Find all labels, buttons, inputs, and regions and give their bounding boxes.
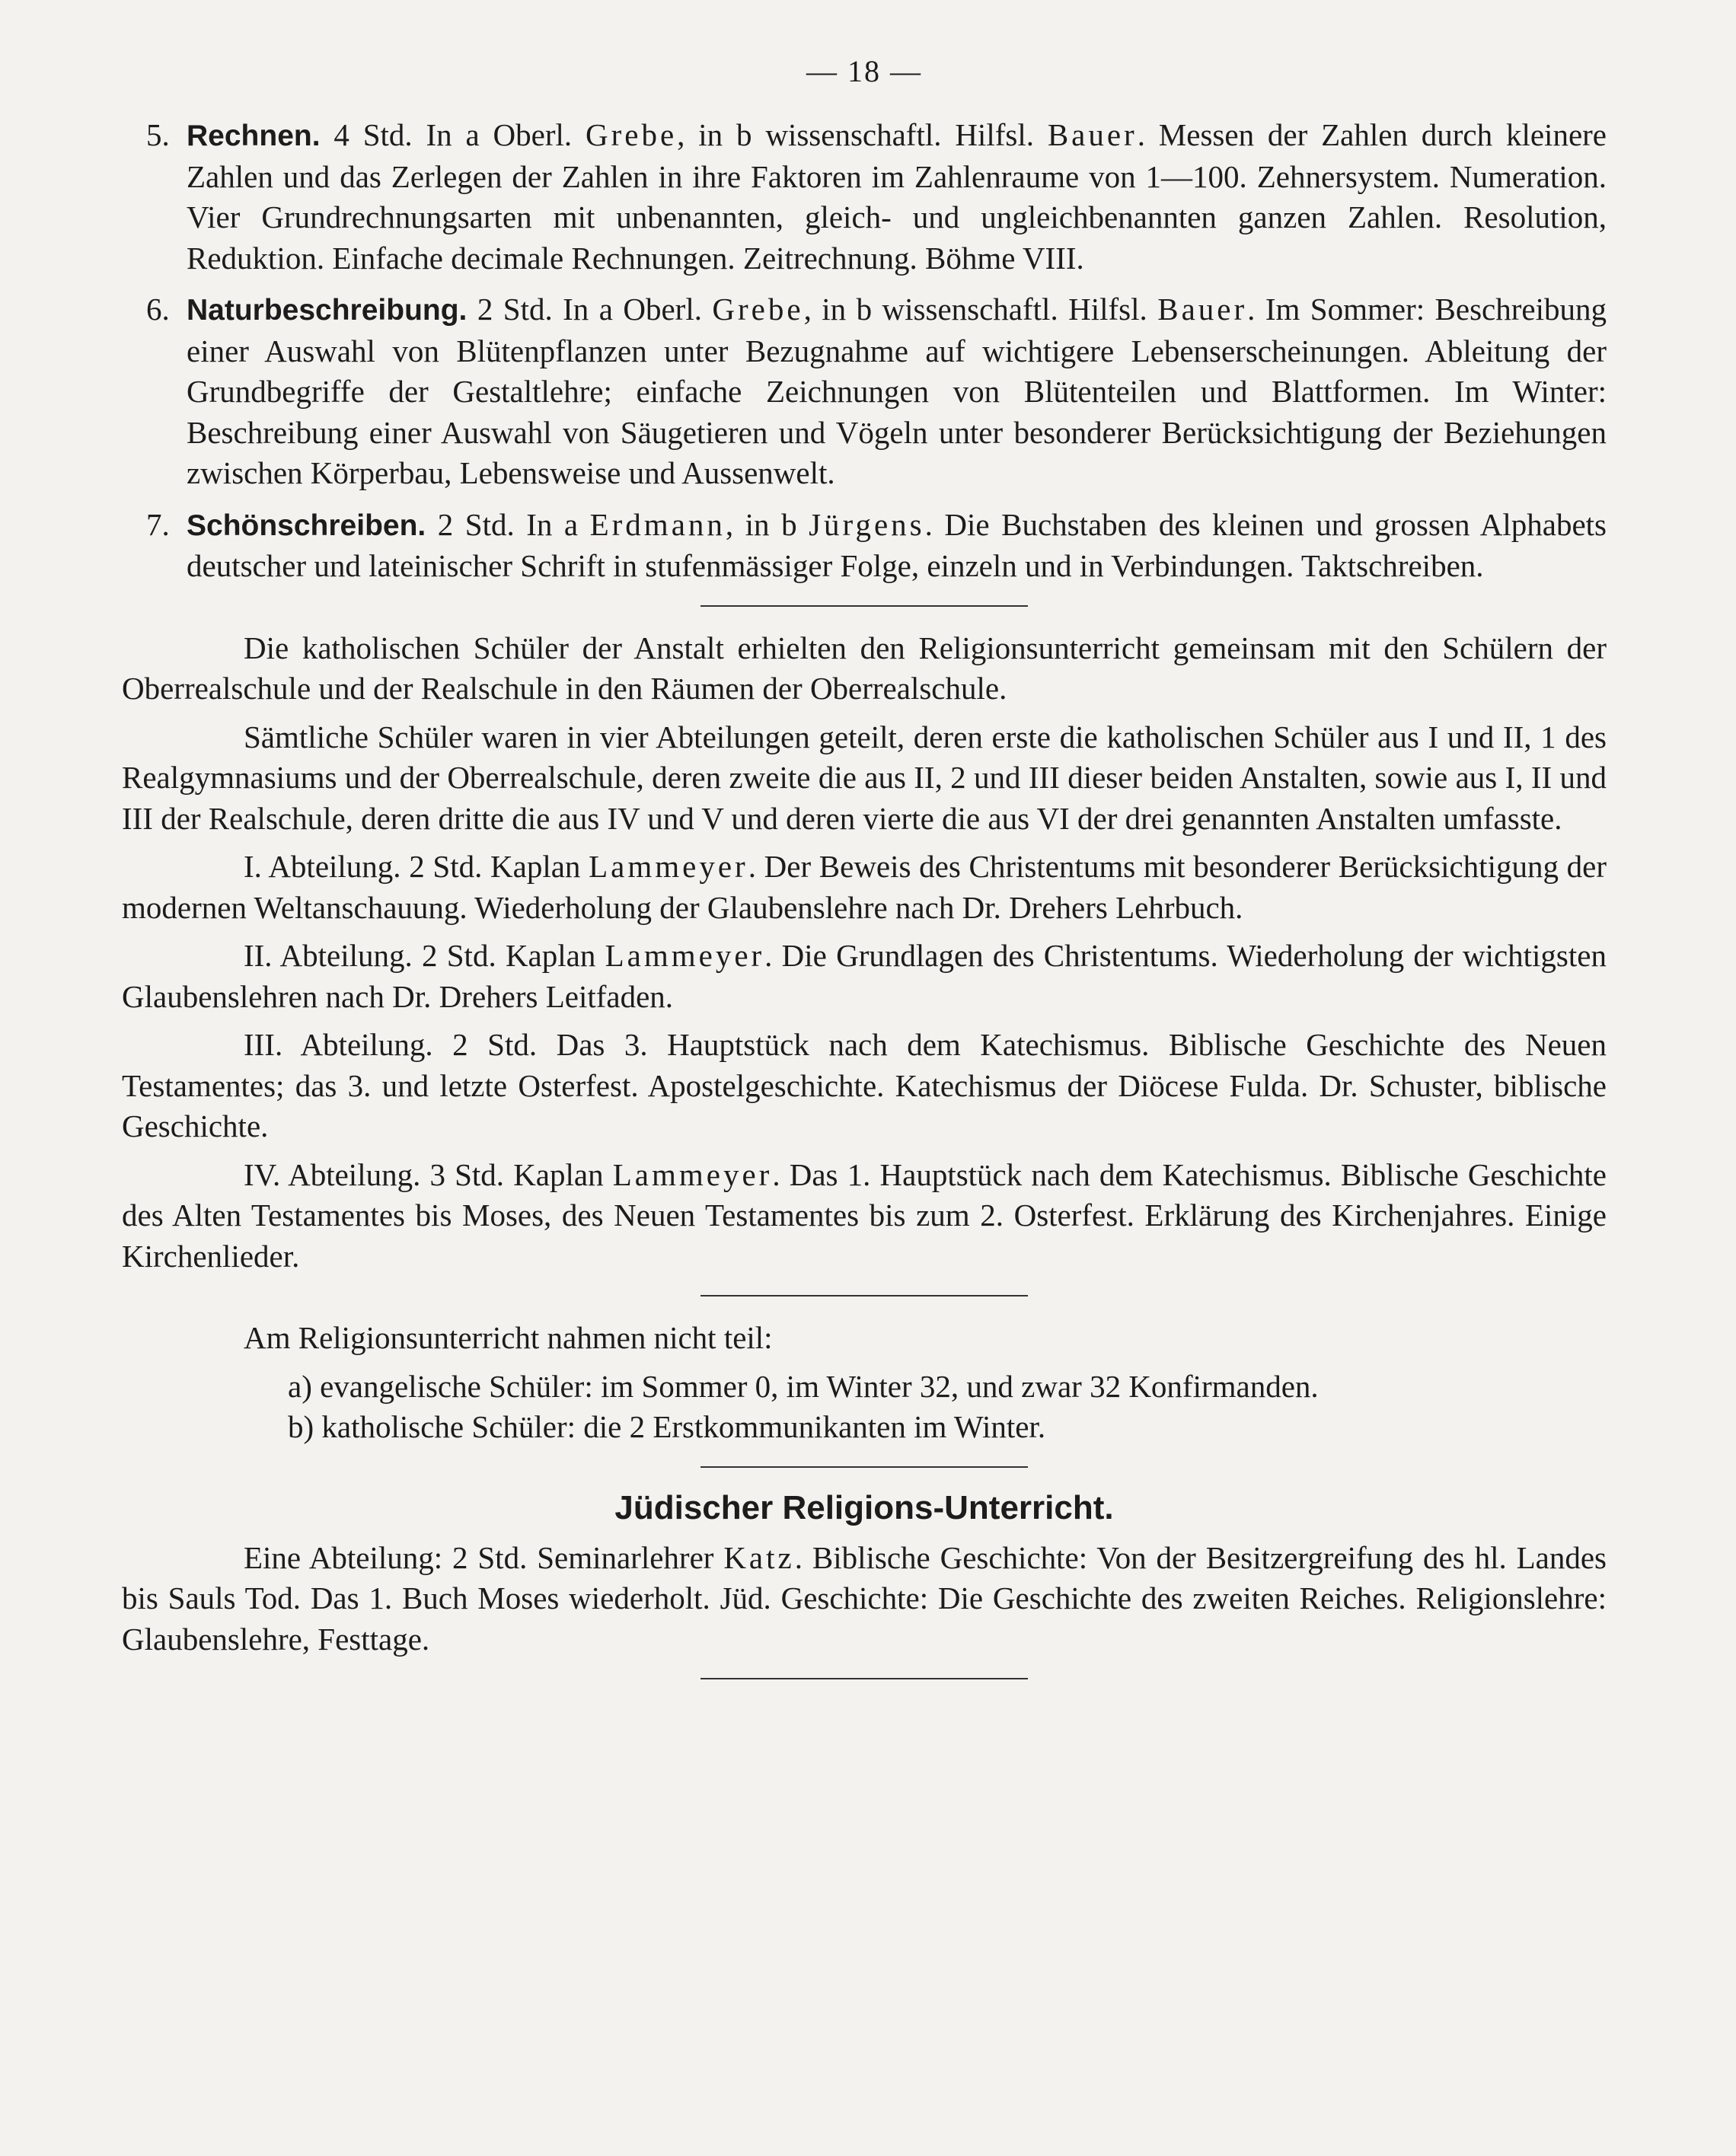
- text-run: . Messen der Zahlen durch kleinere Zahlen und das Zerlegen der Zahlen in ihre Faktoren im Zahlenraume von 1—100. Zehnersystem. Numeration. Vier Grundrechnungsarten mit unbenannten, gleich- und ungleichbenannten ganzen Zahlen. Resolution, Reduktion. Einfache decimale Rechnungen. Zeitrechnung. Böhme VIII.: [187, 117, 1607, 276]
- subject-title: Schönschreiben.: [187, 509, 426, 542]
- item-text: [187, 117, 1607, 276]
- exemption-section: [122, 1318, 1607, 1448]
- text-run: III. Abteilung. 2 Std. Das 3. Hauptstück nach dem Katechismus. Biblische Geschichte des Neuen Testamentes; das 3. und letzte Osterfest. Apostelgeschichte. Katechismus der Diöcese Fulda. Dr. Schuster, biblische Geschichte.: [122, 1027, 1607, 1143]
- paragraph: [122, 1538, 1607, 1660]
- paragraph: [122, 717, 1607, 840]
- text-run: I. Abteilung. 2 Std. Kaplan: [244, 849, 589, 884]
- paragraph-abteilung-1: [122, 847, 1607, 928]
- item-number: 6.: [146, 292, 170, 327]
- text-run: 4 Std. In a Oberl.: [320, 117, 586, 152]
- section-divider: [700, 1466, 1028, 1468]
- text-run: . Im Sommer: Beschreibung einer Auswahl von Blütenpflanzen unter Bezugnahme auf wichtigere Lebenserscheinungen. Ableitung der Grundbegriffe der Gestaltlehre; einfache Zeichnungen von Blütenteilen und Blattformen. Im Winter: Beschreibung einer Auswahl von Säugetieren und Vögeln unter besonderer Berücksichtigung der Beziehungen zwischen Körperbau, Lebensweise und Aussenwelt.: [187, 292, 1607, 490]
- list-item: b) katholische Schüler: die 2 Erstkommunikanten im Winter.: [288, 1409, 1046, 1444]
- document-page: [122, 53, 1607, 1701]
- person-name: Bauer: [1157, 292, 1248, 327]
- page-number: — 18 —: [806, 54, 922, 88]
- text-run: . Der Beweis des Christentums mit besonderer Berücksichtigung der modernen Weltanschauung. Wiederholung der Glaubenslehre nach Dr. Drehers Lehrbuch.: [122, 849, 1607, 925]
- paragraph: [122, 628, 1607, 710]
- subject-item-schoenschreiben: [122, 505, 1607, 587]
- catholic-religion-section: [122, 628, 1607, 1277]
- exemption-intro: Am Religionsunterricht nahmen nicht teil:: [244, 1320, 773, 1355]
- list-item: a) evangelische Schüler: im Sommer 0, im Winter 32, und zwar 32 Konfirmanden.: [288, 1368, 1319, 1404]
- person-name: Grebe: [586, 117, 678, 152]
- item-number: 5.: [146, 117, 170, 152]
- subject-list: [122, 115, 1607, 587]
- person-name: Lammeyer: [605, 938, 765, 973]
- text-run: Eine Abteilung: 2 Std. Seminarlehrer: [244, 1539, 724, 1575]
- text-run: . Die Grundlagen des Christentums. Wiederholung der wichtigsten Glaubenslehren nach Dr. Drehers Leitfaden.: [122, 938, 1607, 1014]
- subject-item-naturbeschreibung: [122, 289, 1607, 494]
- person-name: Bauer: [1047, 117, 1138, 152]
- subject-item-rechnen: [122, 115, 1607, 279]
- text-run: . Die Buchstaben des kleinen und grossen Alphabets deutscher und lateinischer Schrift in stufenmässiger Folge, einzeln und in Verbindungen. Taktschreiben.: [187, 506, 1607, 583]
- section-divider: [700, 605, 1028, 607]
- text-run: 2 Std. In a Oberl.: [467, 292, 713, 327]
- jewish-religion-section: [122, 1489, 1607, 1660]
- text-run: II. Abteilung. 2 Std. Kaplan: [244, 938, 605, 973]
- paragraph-abteilung-4: [122, 1155, 1607, 1277]
- text-run: , in b wissenschaftl. Hilfsl.: [803, 292, 1158, 327]
- paragraph-abteilung-2: [122, 936, 1607, 1017]
- subject-title: Naturbeschreibung.: [187, 294, 468, 327]
- paragraph-abteilung-3: [122, 1025, 1607, 1147]
- text-run: 2 Std. In a: [426, 506, 590, 542]
- exemption-list: [122, 1367, 1607, 1448]
- person-name: Katz: [723, 1539, 795, 1575]
- text-run: , in b: [725, 506, 809, 542]
- person-name: Lammeyer: [612, 1156, 773, 1192]
- text-run: Sämtliche Schüler waren in vier Abteilungen geteilt, deren erste die katholischen Schüler aus I und II, 1 des Realgymnasiums und der Oberrealschule, deren zweite die aus II, 2 und III dieser beiden Anstalten, sowie aus I, II und III der Realschule, deren dritte die aus IV und V und deren vierte die aus VI der drei genannten Anstalten umfasste.: [122, 719, 1607, 836]
- section-divider: [700, 1295, 1028, 1296]
- item-number: 7.: [146, 506, 170, 542]
- person-name: Erdmann: [589, 506, 726, 542]
- person-name: Grebe: [712, 292, 804, 327]
- person-name: Lammeyer: [589, 849, 748, 884]
- text-run: . Biblische Geschichte: Von der Besitzergreifung des hl. Landes bis Sauls Tod. Das 1. Buch Moses wiederholt. Jüd. Geschichte: Die Geschichte des zweiten Reiches. Religionslehre: Glaubenslehre, Festtage.: [122, 1539, 1607, 1657]
- subject-title: Rechnen.: [187, 120, 321, 152]
- text-run: , in b wissenschaftl. Hilfsl.: [677, 117, 1048, 152]
- text-run: IV. Abteilung. 3 Std. Kaplan: [244, 1156, 613, 1192]
- section-heading: Jüdischer Religions-Unterricht.: [614, 1488, 1114, 1526]
- text-run: . Das 1. Hauptstück nach dem Katechismus. Biblische Geschichte des Alten Testamentes bis Moses, des Neuen Testamentes bis zum 2. Osterfest. Erklärung des Kirchenjahres. Einige Kirchenlieder.: [122, 1156, 1607, 1274]
- text-run: Die katholischen Schüler der Anstalt erhielten den Religionsunterricht gemeinsam mit den Schülern der Oberrealschule und der Realschule in den Räumen der Oberrealschule.: [122, 630, 1607, 706]
- person-name: Jürgens: [809, 506, 925, 542]
- section-divider: [700, 1678, 1028, 1679]
